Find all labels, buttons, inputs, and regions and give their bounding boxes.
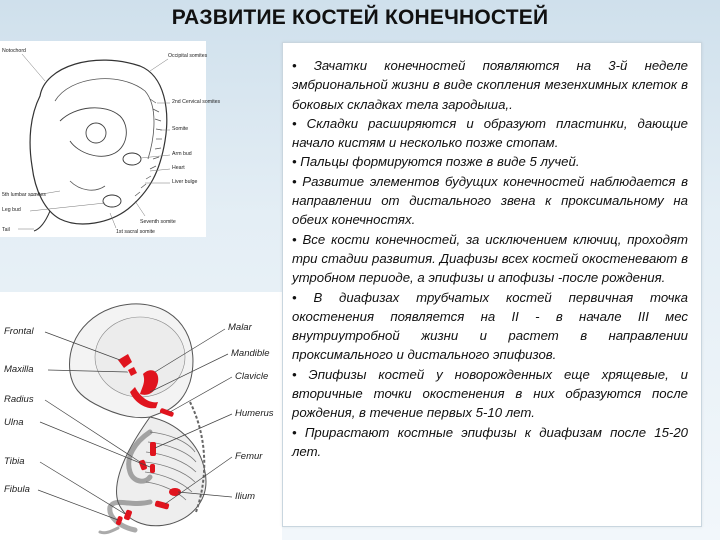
label-notochord: Notochord [2,48,26,54]
fetal-skeleton-ossification-diagram [0,292,282,540]
paragraph-3: • Пальцы формируются позже в виде 5 лучей. [292,154,580,170]
label-liver: Liver bulge [172,179,198,185]
paragraph-7: • Эпифизы костей у новорожденных еще хрящевые, и вторичные точки окостенения в них образуются после рождения, в течение первых 5-10 лет. [292,366,688,421]
label-arm-bud: Arm bud [172,151,192,157]
label-clavicle: Clavicle [235,371,269,382]
label-malar: Malar [228,322,252,333]
label-cervical: 2nd Cervical somites [172,99,221,105]
label-occipital: Occipital somites [168,53,208,59]
paragraph-4: • Развитие элементов будущих конечностей наблюдается в направлении от дистального звена к проксимальному на обеих конечностях. [292,173,688,228]
paragraph-5: • Все кости конечностей, за исключением ключиц, проходят три стадии развития. Диафизы всех костей окостеневают в утробном периоде, а эпифизы и апофизы -после рождения. [292,231,688,286]
label-seventh-somite: Seventh somite [140,219,176,225]
label-heart: Heart [172,165,185,171]
label-mandible: Mandible [231,348,270,359]
embryo-somites-diagram [0,41,221,237]
label-fibula: Fibula [4,484,30,495]
paragraph-2: • Складки расширяются и образуют пластинки, дающие начало кистям и несколько позже стопам. [292,115,688,151]
label-femur: Femur [235,451,263,462]
label-somite: Somite [172,126,189,132]
label-radius: Radius [4,394,34,405]
label-tibia: Tibia [4,456,25,467]
slide-title: РАЗВИТИЕ КОСТЕЙ КОНЕЧНОСТЕЙ [171,6,549,29]
paragraph-8: • Прирастают костные эпифизы к диафизам после 15-20 лет. [292,424,688,459]
label-leg-bud: Leg bud [2,207,21,213]
paragraph-1: • Зачатки конечностей появляются на 3-й неделе эмбриональной жизни в виде скопления мезенхимных клеток в боковых складках тела зародыша,. [292,58,688,112]
label-maxilla: Maxilla [4,364,34,375]
paragraph-6: • В диафизах трубчатых костей первичная точка окостенения появляется на II - в начале III мес внутриутробной жизни и растет в направлении проксимального и дистального эпифизов. [292,289,688,363]
label-ulna: Ulna [4,417,24,428]
text-body [292,56,688,461]
label-frontal: Frontal [4,326,34,337]
label-ilium: Ilium [235,491,256,502]
label-tail: Tail [2,227,10,233]
label-sacral: 1st sacral somite [116,229,155,235]
label-lumbar: 5th lumbar somites [2,192,46,198]
label-humerus: Humerus [235,408,274,419]
